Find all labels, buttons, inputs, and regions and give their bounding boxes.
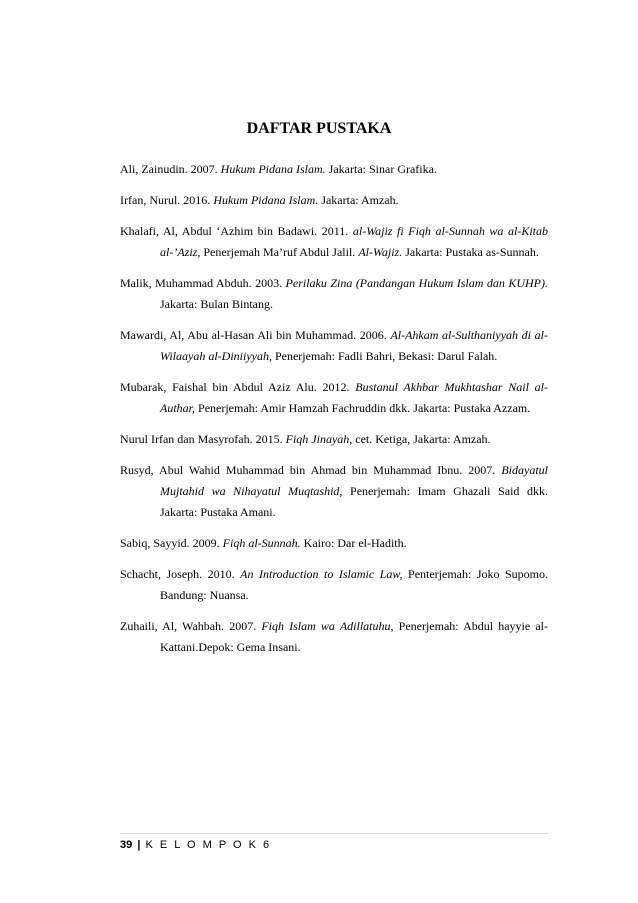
reference-text: Ali, Zainudin. 2007. <box>120 162 221 176</box>
reference-text: Jakarta: Pustaka as-Sunnah. <box>402 245 539 259</box>
footer-separator: | <box>137 839 141 851</box>
reference-title: Al-Ahkam al-Sulthaniyyah di al-Wilaayah al-Diniiyyah, <box>160 328 548 363</box>
reference-text: Sabiq, Sayyid. 2009. <box>120 536 223 550</box>
reference-text: Jakarta: Sinar Grafika. <box>325 162 437 176</box>
reference-text: Zuhaili, Al, Wahbah. 2007. <box>120 619 262 633</box>
reference-text: cet. Ketiga, Jakarta: Amzah. <box>352 432 491 446</box>
reference-text: Penerjemah: Fadli Bahri, Bekasi: Darul Falah. <box>271 349 498 363</box>
reference-list <box>120 159 548 668</box>
reference-title: Bidayatul Mujtahid wa Nihayatul Muqtashid, <box>160 463 548 498</box>
page-footer <box>120 839 271 851</box>
reference-text: Malik, Muhammad Abduh. 2003. <box>120 276 286 290</box>
reference-text: Mubarak, Faishal bin Abdul Aziz Alu. 2012. <box>120 380 356 394</box>
reference-entry <box>120 564 548 606</box>
page-number: 39 <box>120 839 133 851</box>
reference-entry <box>120 377 548 419</box>
reference-entry <box>120 429 548 450</box>
reference-title: al-Wajiz fi Fiqh al-Sunnah wa al-Kitab al-’Aziz, <box>160 224 548 259</box>
reference-text: Khalafi, Al, Abdul ‘Azhim bin Badawi. 2011. <box>120 224 353 238</box>
reference-title: Hukum Pidana Islam. <box>220 162 326 176</box>
reference-text: Jakarta: Bulan Bintang. <box>160 297 273 311</box>
reference-text: Penerjemah: Amir Hamzah Fachruddin dkk. Jakarta: Pustaka Azzam. <box>195 401 531 415</box>
reference-title: An Introduction to Islamic Law, <box>240 567 403 581</box>
reference-title: Fiqh al-Sunnah. <box>222 536 301 550</box>
reference-title: Fiqh Islam wa Adillatuhu <box>261 619 391 633</box>
reference-title: Fiqh Jinayah, <box>285 432 353 446</box>
reference-text: Schacht, Joseph. 2010. <box>120 567 241 581</box>
reference-entry <box>120 273 548 315</box>
reference-text: Irfan, Nurul. 2016. <box>120 193 214 207</box>
reference-text: Rusyd, Abul Wahid Muhammad bin Ahmad bin Muhammad Ibnu. 2007. <box>120 463 502 477</box>
reference-text: Jakarta: Amzah. <box>318 193 399 207</box>
footer-divider <box>120 833 548 834</box>
group-name: K E L O M P O K 6 <box>145 839 272 851</box>
reference-entry <box>120 190 548 211</box>
reference-text: , Penerjemah: Abdul hayyie al-Kattani.Depok: Gema Insani. <box>160 619 548 654</box>
reference-title: Hukum Pidana Islam. <box>213 193 319 207</box>
reference-entry <box>120 460 548 523</box>
reference-entry <box>120 221 548 263</box>
reference-title: Bustanul Akhbar Mukhtashar Nail al-Authar, <box>160 380 549 415</box>
reference-entry <box>120 616 548 658</box>
reference-text: Nurul Irfan dan Masyrofah. 2015. <box>120 432 286 446</box>
reference-text: Penerjemah Ma’ruf Abdul Jalil. <box>200 245 359 259</box>
reference-entry <box>120 533 548 554</box>
reference-text: Mawardi, Al, Abu al-Hasan Ali bin Muhammad. 2006. <box>120 328 391 342</box>
reference-text: Penerjemah: Imam Ghazali Said dkk. Jakarta: Pustaka Amani. <box>160 484 548 519</box>
reference-title: Al-Wajiz. <box>358 245 403 259</box>
reference-entry <box>120 159 548 180</box>
reference-entry <box>120 325 548 367</box>
page-title: DAFTAR PUSTAKA <box>246 120 392 137</box>
reference-text: Kairo: Dar el-Hadith. <box>300 536 407 550</box>
reference-title: Perilaku Zina (Pandangan Hukum Islam dan KUHP). <box>285 276 548 290</box>
reference-text: Penterjemah: Joko Supomo. Bandung: Nuansa. <box>160 567 549 602</box>
